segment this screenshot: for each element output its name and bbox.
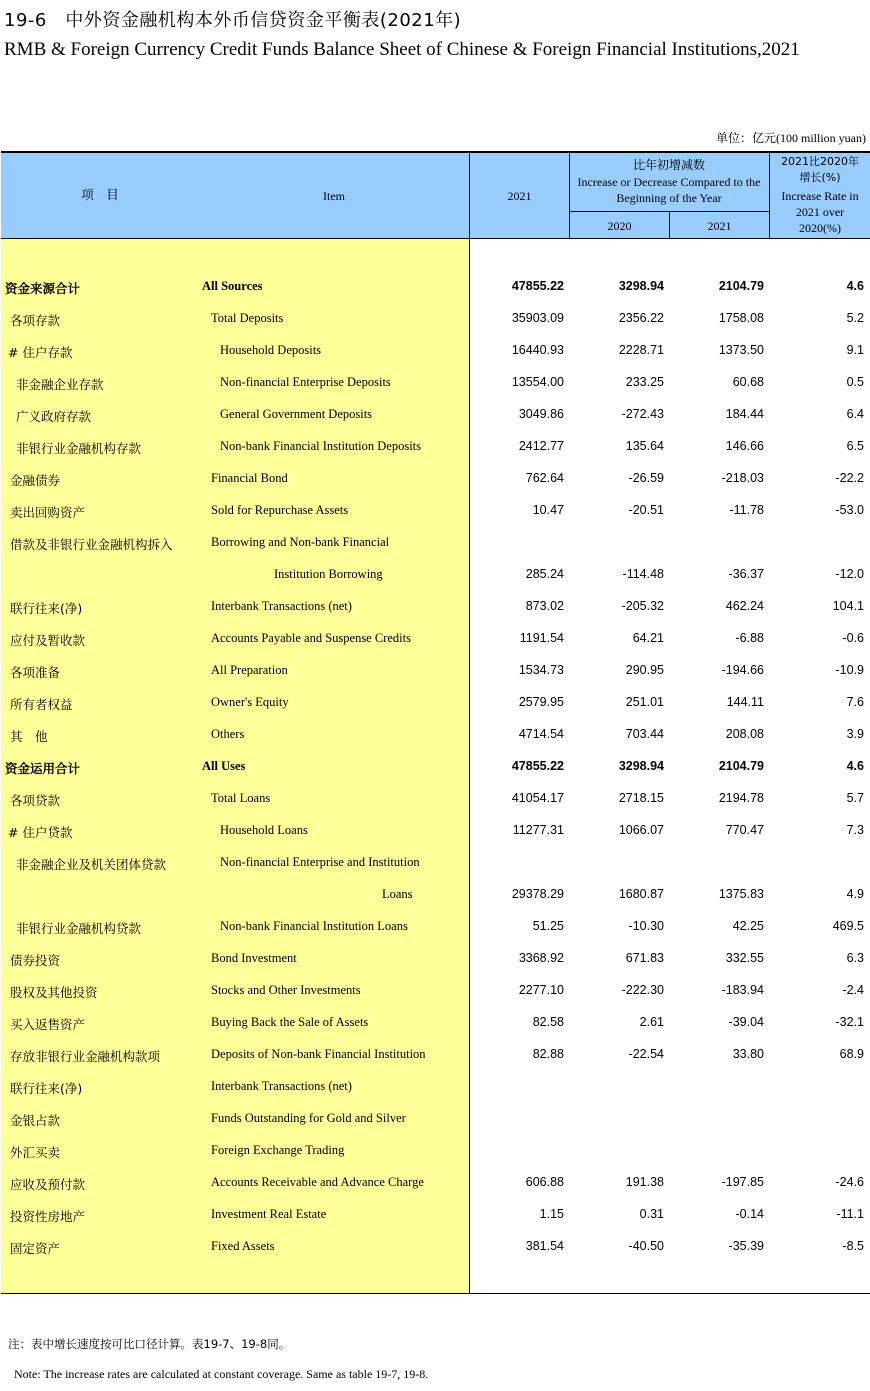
cell-2021: 41054.17: [511, 791, 564, 805]
table-row: [0, 975, 870, 1007]
cell-change-2021: 2104.79: [718, 279, 764, 293]
row-label-en: Borrowing and Non-bank Financial: [211, 535, 390, 549]
table-row: [0, 783, 870, 815]
cell-growth-rate: 9.1: [846, 343, 864, 357]
cell-growth-rate: -32.1: [835, 1015, 864, 1029]
table-row: [0, 911, 870, 943]
table-row: [0, 623, 870, 655]
table-row: [0, 879, 870, 911]
table-row: [0, 591, 870, 623]
row-label-en: Funds Outstanding for Gold and Silver: [211, 1111, 406, 1125]
row-label-en: Non-bank Financial Institution Loans: [220, 919, 408, 933]
cell-2021: 10.47: [532, 503, 564, 517]
cell-growth-rate: -10.9: [835, 663, 864, 677]
cell-growth-rate: 7.3: [846, 823, 864, 837]
cell-growth-rate: 4.9: [846, 887, 864, 901]
row-label-en: Owner's Equity: [211, 695, 289, 709]
cell-change-2020: 1066.07: [618, 823, 664, 837]
cell-growth-rate: -24.6: [835, 1175, 864, 1189]
row-label-cn: 资金来源合计: [5, 281, 81, 296]
cell-growth-rate: 5.7: [846, 791, 864, 805]
cell-change-2020: 135.64: [625, 439, 664, 453]
table-row: [0, 1039, 870, 1071]
table-row: [0, 559, 870, 591]
cell-2021: 606.88: [525, 1175, 564, 1189]
cell-change-2020: 3298.94: [618, 279, 664, 293]
top-rule: [1, 151, 870, 153]
row-label-en: Household Deposits: [220, 343, 322, 357]
table-row: [0, 751, 870, 783]
table-row: [0, 1007, 870, 1039]
row-label-en: Investment Real Estate: [211, 1207, 327, 1221]
row-label-cn: 买入返售资产: [10, 1017, 86, 1032]
cell-change-2020: 290.95: [625, 663, 664, 677]
cell-change-2020: -26.59: [628, 471, 664, 485]
header-item-en: Item: [323, 189, 345, 203]
cell-change-2020: 671.83: [625, 951, 664, 965]
row-label-en: Financial Bond: [211, 471, 288, 485]
cell-change-2021: -36.37: [728, 567, 764, 581]
cell-change-2021: -194.66: [721, 663, 764, 677]
cell-2021: 873.02: [525, 599, 564, 613]
cell-growth-rate: 6.4: [846, 407, 864, 421]
cell-change-2021: 332.55: [725, 951, 764, 965]
row-label-en: Interbank Transactions (net): [211, 599, 352, 613]
cell-change-2020: 3298.94: [618, 759, 664, 773]
cell-change-2020: -222.30: [621, 983, 664, 997]
cell-2021: 16440.93: [511, 343, 564, 357]
table-title-cn: 19-6 中外资金融机构本外币信贷资金平衡表(2021年): [4, 10, 462, 31]
table-row: [0, 1231, 870, 1263]
cell-change-2021: -0.14: [735, 1207, 764, 1221]
table-row: [0, 943, 870, 975]
row-label-cn: 所有者权益: [10, 697, 73, 712]
cell-2021: 29378.29: [511, 887, 564, 901]
row-label-cn: 固定资产: [10, 1241, 61, 1256]
bottom-rule: [1, 1293, 870, 1294]
row-label-cn: 其 他: [10, 729, 48, 744]
cell-change-2021: -183.94: [721, 983, 764, 997]
cell-2021: 1534.73: [518, 663, 564, 677]
table-row: [0, 1199, 870, 1231]
cell-growth-rate: 6.3: [846, 951, 864, 965]
cell-change-2021: 184.44: [725, 407, 764, 421]
header-growth-cn: 2021比2020年增长(%): [781, 155, 859, 184]
row-label-en: General Government Deposits: [220, 407, 373, 421]
row-label-en: Accounts Receivable and Advance Charge: [211, 1175, 424, 1189]
table-row: [0, 271, 870, 303]
cell-change-2021: 146.66: [725, 439, 764, 453]
cell-change-2020: 2228.71: [618, 343, 664, 357]
cell-growth-rate: 469.5: [832, 919, 864, 933]
row-label-en: All Preparation: [211, 663, 288, 677]
row-label-en: Accounts Payable and Suspense Credits: [211, 631, 411, 645]
cell-2021: 2579.95: [518, 695, 564, 709]
table-row: [0, 1167, 870, 1199]
cell-2021: 82.58: [532, 1015, 564, 1029]
cell-change-2020: 1680.87: [618, 887, 664, 901]
header-sub-2020: 2020: [607, 219, 632, 233]
cell-change-2021: 462.24: [725, 599, 764, 613]
divider-header-2: [769, 152, 770, 238]
cell-change-2021: 33.80: [732, 1047, 764, 1061]
cell-change-2021: 208.08: [725, 727, 764, 741]
cell-growth-rate: 3.9: [846, 727, 864, 741]
note-cn: 注：表中增长速度按可比口径计算。表19-7、19-8同。: [8, 1337, 291, 1351]
cell-change-2021: 1758.08: [718, 311, 764, 325]
cell-change-2021: 1373.50: [718, 343, 764, 357]
row-label-en: Deposits of Non-bank Financial Institution: [211, 1047, 426, 1061]
row-label-cn: 金银占款: [10, 1113, 61, 1128]
table-row: [0, 399, 870, 431]
row-label-cn: 债券投资: [10, 953, 61, 968]
cell-change-2020: 2718.15: [618, 791, 664, 805]
table-row: [0, 335, 870, 367]
cell-2021: 285.24: [525, 567, 564, 581]
cell-change-2021: 1375.83: [718, 887, 764, 901]
table-row: [0, 1135, 870, 1167]
table-row: [0, 1071, 870, 1103]
cell-change-2020: -272.43: [621, 407, 664, 421]
cell-2021: 381.54: [525, 1239, 564, 1253]
cell-2021: 1191.54: [519, 631, 564, 645]
cell-2021: 47855.22: [511, 279, 564, 293]
row-label-cn: 广义政府存款: [16, 409, 92, 424]
cell-change-2020: -205.32: [621, 599, 664, 613]
cell-growth-rate: -8.5: [842, 1239, 864, 1253]
row-label-cn: 非银行业金融机构存款: [16, 441, 142, 456]
cell-change-2020: -20.51: [628, 503, 664, 517]
row-label-en: Non-bank Financial Institution Deposits: [220, 439, 422, 453]
table-row: [0, 719, 870, 751]
row-label-en: All Sources: [202, 279, 263, 293]
row-label-cn: 非金融企业存款: [16, 377, 104, 392]
cell-2021: 51.25: [532, 919, 564, 933]
row-label-en: Loans: [382, 887, 413, 901]
cell-change-2020: 233.25: [625, 375, 664, 389]
cell-2021: 4714.54: [518, 727, 564, 741]
row-label-cn: 联行往来(净): [10, 601, 83, 616]
divider-header-sub: [569, 211, 769, 212]
cell-change-2021: 2194.78: [718, 791, 764, 805]
cell-change-2021: 2104.79: [718, 759, 764, 773]
cell-change-2020: 703.44: [625, 727, 664, 741]
header-item-cn: 项 目: [81, 187, 119, 202]
cell-growth-rate: 4.6: [846, 759, 864, 773]
unit-label: 单位：亿元(100 million yuan): [716, 131, 866, 145]
row-label-en: Non-financial Enterprise and Institution: [220, 855, 420, 869]
cell-growth-rate: 6.5: [846, 439, 864, 453]
row-label-cn: 联行往来(净): [10, 1081, 83, 1096]
table-row: [0, 463, 870, 495]
cell-2021: 13554.00: [511, 375, 564, 389]
header-change-en: Increase or Decrease Compared to the Beginning of the Year: [577, 175, 761, 205]
table-row: [0, 367, 870, 399]
row-label-en: Interbank Transactions (net): [211, 1079, 352, 1093]
cell-2021: 11277.31: [512, 823, 564, 837]
table-row: [0, 815, 870, 847]
header-change-cn: 比年初增减数: [632, 158, 705, 172]
header-2021: 2021: [507, 189, 532, 203]
cell-change-2020: -40.50: [628, 1239, 664, 1253]
row-label-cn: 各项准备: [10, 665, 61, 680]
row-label-en: Household Loans: [220, 823, 308, 837]
cell-2021: 35903.09: [511, 311, 564, 325]
cell-change-2020: -10.30: [628, 919, 664, 933]
row-label-cn: 存放非银行业金融机构款项: [10, 1049, 161, 1064]
row-label-cn: 资金运用合计: [5, 761, 81, 776]
table-row: [0, 303, 870, 335]
cell-2021: 2412.77: [518, 439, 564, 453]
cell-growth-rate: 5.2: [846, 311, 864, 325]
row-label-cn: 卖出回购资产: [10, 505, 86, 520]
cell-growth-rate: -22.2: [835, 471, 864, 485]
row-label-en: Non-financial Enterprise Deposits: [220, 375, 391, 389]
cell-change-2021: -218.03: [721, 471, 764, 485]
cell-2021: 2277.10: [518, 983, 564, 997]
cell-growth-rate: 4.6: [846, 279, 864, 293]
note-en: Note: The increase rates are calculated at constant coverage. Same as table 19-7, 19-8.: [14, 1367, 429, 1381]
cell-change-2020: 191.38: [625, 1175, 664, 1189]
cell-change-2021: -39.04: [728, 1015, 764, 1029]
table-row: [0, 431, 870, 463]
cell-2021: 47855.22: [511, 759, 564, 773]
cell-change-2021: -35.39: [728, 1239, 764, 1253]
cell-change-2021: -11.78: [729, 503, 764, 517]
row-label-en: Stocks and Other Investments: [211, 983, 361, 997]
cell-change-2021: -6.88: [735, 631, 764, 645]
row-label-en: Foreign Exchange Trading: [211, 1143, 345, 1157]
row-label-en: Institution Borrowing: [274, 567, 383, 581]
table-row: [0, 847, 870, 879]
header-bottom-rule: [1, 238, 870, 239]
row-label-en: Total Deposits: [211, 311, 284, 325]
cell-growth-rate: 68.9: [839, 1047, 864, 1061]
cell-change-2021: 144.11: [726, 695, 764, 709]
cell-growth-rate: 0.5: [846, 375, 864, 389]
row-label-en: Others: [211, 727, 245, 741]
row-label-cn: 非金融企业及机关团体贷款: [16, 857, 167, 872]
row-label-cn: 金融债券: [10, 473, 61, 488]
row-label-cn: 非银行业金融机构贷款: [16, 921, 142, 936]
row-label-en: Sold for Repurchase Assets: [211, 503, 349, 517]
header-sub-2021: 2021: [707, 219, 732, 233]
row-label-cn: # 住户贷款: [8, 825, 73, 840]
row-label-en: Fixed Assets: [211, 1239, 275, 1253]
cell-growth-rate: -53.0: [835, 503, 864, 517]
cell-2021: 1.15: [539, 1207, 564, 1221]
row-label-en: All Uses: [202, 759, 246, 773]
table-row: [0, 687, 870, 719]
cell-change-2021: -197.85: [721, 1175, 764, 1189]
row-label-en: Buying Back the Sale of Assets: [211, 1015, 369, 1029]
cell-growth-rate: -2.4: [842, 983, 864, 997]
row-label-cn: 应收及预付款: [10, 1177, 86, 1192]
row-label-en: Bond Investment: [211, 951, 297, 965]
cell-2021: 3368.92: [518, 951, 564, 965]
row-label-cn: 股权及其他投资: [10, 985, 98, 1000]
cell-change-2020: 2.61: [639, 1015, 664, 1029]
cell-change-2020: 2356.22: [618, 311, 664, 325]
cell-2021: 762.64: [525, 471, 564, 485]
table-row: [0, 1103, 870, 1135]
cell-change-2020: 251.01: [625, 695, 664, 709]
cell-growth-rate: -11.1: [836, 1207, 864, 1221]
cell-change-2020: 64.21: [632, 631, 664, 645]
row-label-cn: 各项存款: [10, 313, 61, 328]
row-label-en: Total Loans: [211, 791, 271, 805]
header-growth-en: Increase Rate in 2021 over 2020(%): [781, 189, 859, 235]
table-row: [0, 527, 870, 559]
table-row: [0, 655, 870, 687]
row-label-cn: 借款及非银行业金融机构拆入: [10, 537, 173, 552]
cell-growth-rate: 104.1: [832, 599, 864, 613]
table-title-en: RMB & Foreign Currency Credit Funds Balance Sheet of Chinese & Foreign Financial Institutions,2021: [4, 39, 800, 60]
row-label-cn: 应付及暂收款: [10, 633, 86, 648]
cell-change-2020: -22.54: [628, 1047, 664, 1061]
cell-change-2021: 60.68: [732, 375, 764, 389]
cell-growth-rate: -12.0: [835, 567, 864, 581]
cell-change-2021: 770.47: [725, 823, 764, 837]
cell-change-2020: 0.31: [639, 1207, 664, 1221]
row-label-cn: 投资性房地产: [10, 1209, 86, 1224]
cell-change-2021: 42.25: [732, 919, 764, 933]
cell-growth-rate: 7.6: [846, 695, 864, 709]
cell-change-2020: -114.48: [622, 567, 664, 581]
table-row: [0, 495, 870, 527]
row-label-cn: 外汇买卖: [10, 1145, 61, 1160]
cell-2021: 82.88: [532, 1047, 564, 1061]
cell-growth-rate: -0.6: [842, 631, 864, 645]
row-label-cn: 各项贷款: [10, 793, 61, 808]
row-label-cn: # 住户存款: [8, 345, 73, 360]
cell-2021: 3049.86: [518, 407, 564, 421]
